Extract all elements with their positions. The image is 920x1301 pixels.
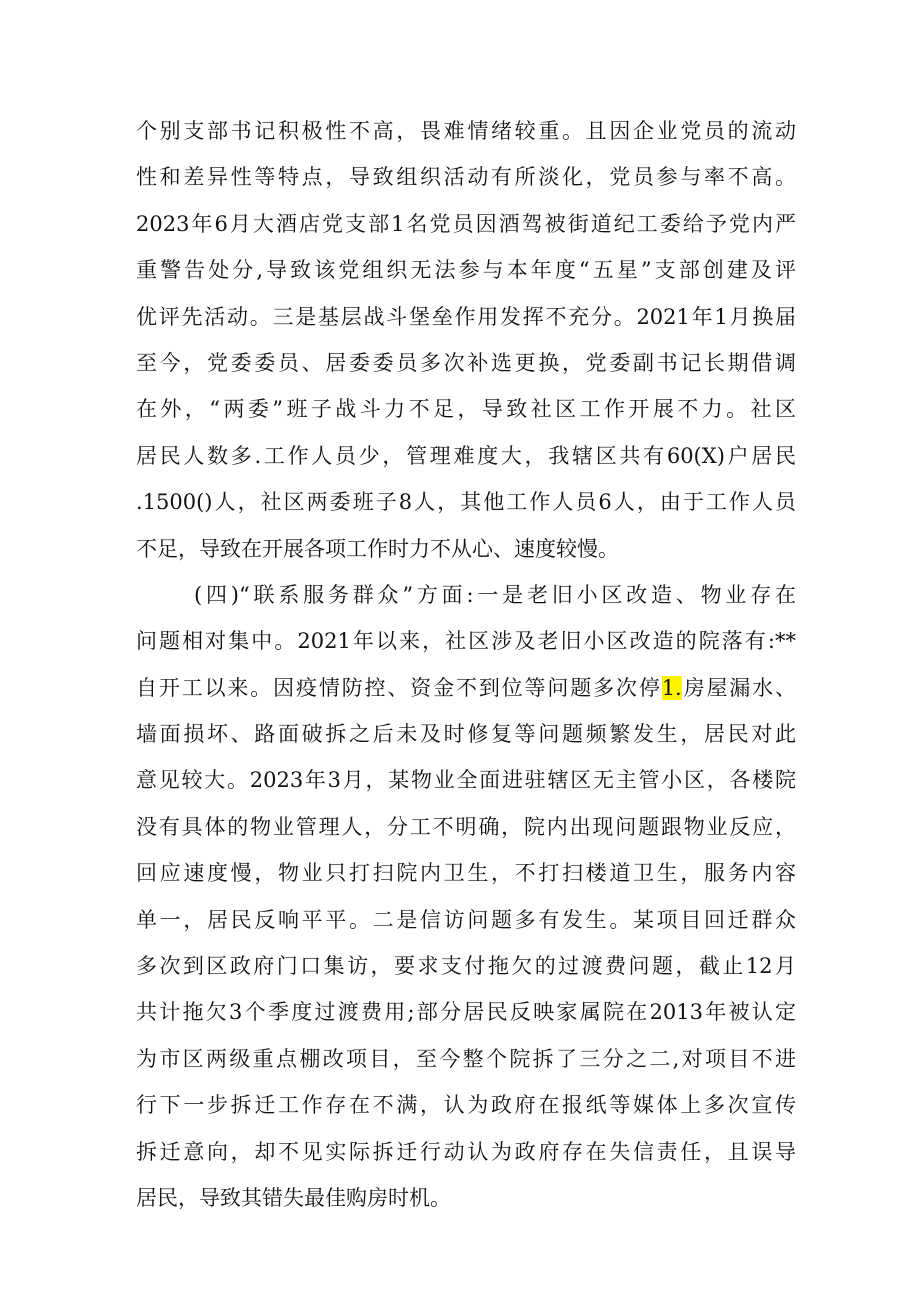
text-line: 行下一步拆迁工作存在不满，认为政府在报纸等媒体上多次宣传 — [136, 1093, 796, 1118]
text-line: 没有具体的物业管理人，分工不明确，院内出现问题跟物业反应， — [136, 814, 796, 839]
text-line: 在外，“两委”班子战斗力不足，导致社区工作开展不力。社区 — [136, 397, 796, 422]
text-line: 回应速度慢，物业只打扫院内卫生，不打扫楼道卫生，服务内容 — [136, 861, 796, 886]
text-line: 至今，党委委员、居委委员多次补选更换，党委副书记长期借调 — [136, 350, 796, 375]
text-segment: 自开工以来。因疫情防控、资金不到位等问题多次停 — [136, 675, 662, 700]
text-line: 为市区两级重点棚改项目，至今整个院拆了三分之二,对项目不进 — [136, 1046, 796, 1071]
text-line: .1500()人，社区两委班子8人，其他工作人员6人，由于工作人员 — [136, 490, 796, 515]
text-line-with-highlight — [136, 665, 796, 711]
highlight-mark: 1. — [661, 675, 682, 700]
text-line: 单一，居民反响平平。二是信访问题多有发生。某项目回迁群众 — [136, 907, 796, 932]
text-line: 个别支部书记积极性不高，畏难情绪较重。且因企业党员的流动 — [136, 119, 796, 143]
body-text — [136, 108, 796, 1221]
text-line: 不足，导致在开展各项工作时力不从心、速度较慢。 — [136, 536, 619, 561]
section-heading-line: (四)“联系服务群众”方面:一是老旧小区改造、物业存在 — [194, 582, 796, 607]
text-line: 墙面损坏、路面破拆之后未及时修复等问题频繁发生，居民对此 — [136, 722, 796, 747]
text-line: 拆迁意向，却不见实际拆迁行动认为政府存在失信责任，且误导 — [136, 1139, 796, 1164]
text-line: 重警告处分,导致该党组织无法参与本年度“五星”支部创建及评 — [136, 258, 796, 283]
text-line: 意见较大。2023年3月，某物业全面进驻辖区无主管小区，各楼院 — [136, 768, 796, 793]
text-line: 居民，导致其错失最佳购房时机。 — [136, 1185, 451, 1210]
text-line: 多次到区政府门口集访，要求支付拖欠的过渡费问题，截止12月 — [136, 954, 796, 979]
text-line: 共计拖欠3个季度过渡费用;部分居民反映家属院在2013年被认定 — [136, 1000, 796, 1025]
text-segment: 房屋漏水、 — [681, 675, 796, 700]
text-line: 优评先活动。三是基层战斗堡垒作用发挥不充分。2021年1月换届 — [136, 304, 796, 329]
text-line: 2023年6月大酒店党支部1名党员因酒驾被街道纪工委给予党内严 — [136, 211, 796, 236]
text-line: 居民人数多.工作人员少，管理难度大，我辖区共有60(X)户居民 — [136, 443, 796, 468]
text-line: 性和差异性等特点，导致组织活动有所淡化，党员参与率不高。 — [136, 165, 796, 190]
text-line: 问题相对集中。2021年以来，社区涉及老旧小区改造的院落有:** — [136, 629, 796, 654]
